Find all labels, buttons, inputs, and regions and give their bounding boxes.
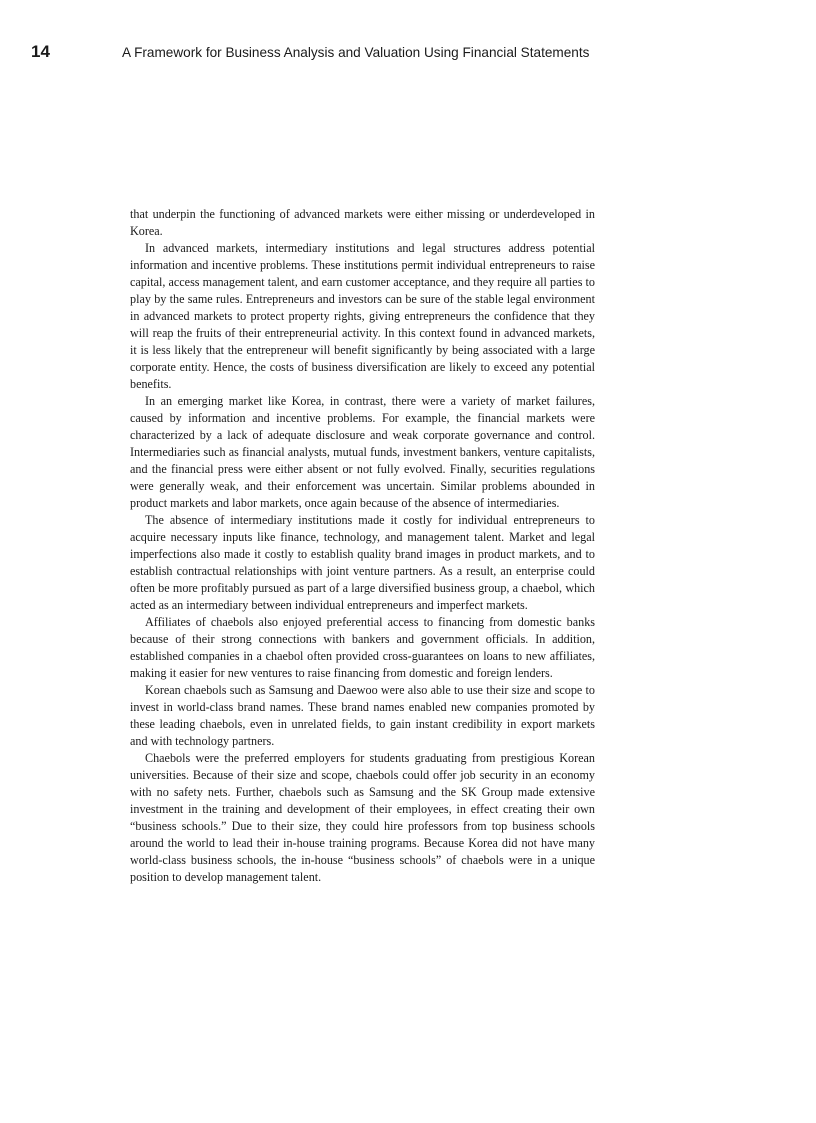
running-header <box>31 41 731 63</box>
body-text <box>130 206 595 886</box>
paragraph-employers: Chaebols were the preferred employers for students graduating from prestigious Korean universities. Because of their size and scope, chaebols could offer job security in an economy with no safety nets. Further, chaebols such as Samsung and the SK Group made extensive investment in the training and development of their employees, in effect creating their own “business schools.” Due to their size, they could hire professors from top business schools around the world to lead their in-house training programs. Because Korea did not have many world-class business schools, the in-house “business schools” of chaebols were in a unique position to develop management talent. <box>130 751 595 884</box>
page-number: 14 <box>31 42 50 61</box>
paragraph-emerging-market: In an emerging market like Korea, in contrast, there were a variety of market failures, caused by information and incentive problems. For example, the financial markets were characterized by a lack of adequate disclosure and weak corporate governance and control. Intermediaries such as financial analysts, mutual funds, investment bankers, venture capitalists, and the financial press were either absent or not fully evolved. Finally, securities regulations were generally weak, and their enforcement was uncertain. Similar problems abounded in product markets and labor markets, once again because of the absence of intermediaries. <box>130 394 595 510</box>
paragraph-brand-names: Korean chaebols such as Samsung and Daewoo were also able to use their size and scope to invest in world-class brand names. These brand names enabled new companies promoted by these leading chaebols, even in unrelated fields, to gain instant credibility in export markets and with technology partners. <box>130 683 595 748</box>
paragraph-intermediary-absence: The absence of intermediary institutions made it costly for individual entrepreneurs to acquire necessary inputs like finance, technology, and management talent. Market and legal imperfections also made it costly to establish quality brand images in product markets, and to establish contractual relationships with joint venture partners. As a result, an enterprise could often be more profitably pursued as part of a large diversified business group, a chaebol, which acted as an intermediary between individual entrepreneurs and imperfect markets. <box>130 513 595 612</box>
paragraph-continuation: that underpin the functioning of advanced markets were either missing or underdeveloped in Korea. <box>130 207 595 238</box>
paragraph-affiliates-financing: Affiliates of chaebols also enjoyed preferential access to financing from domestic banks because of their strong connections with bankers and government officials. In addition, established companies in a chaebol often provided cross-guarantees on loans to new affiliates, making it easier for new ventures to raise financing from domestic and foreign lenders. <box>130 615 595 680</box>
paragraph-advanced-markets: In advanced markets, intermediary institutions and legal structures address potential information and incentive problems. These institutions permit individual entrepreneurs to raise capital, access management talent, and earn customer acceptance, and they require all parties to play by the same rules. Entrepreneurs and investors can be sure of the stable legal environment in advanced markets to protect property rights, giving entrepreneurs the confidence that they will reap the fruits of their entrepreneurial activity. In this context found in advanced markets, it is less likely that the entrepreneur will benefit significantly by being associated with a large corporate entity. Hence, the costs of business diversification are likely to exceed any potential benefits. <box>130 241 595 391</box>
book-title: A Framework for Business Analysis and Valuation Using Financial Statements <box>122 45 590 60</box>
